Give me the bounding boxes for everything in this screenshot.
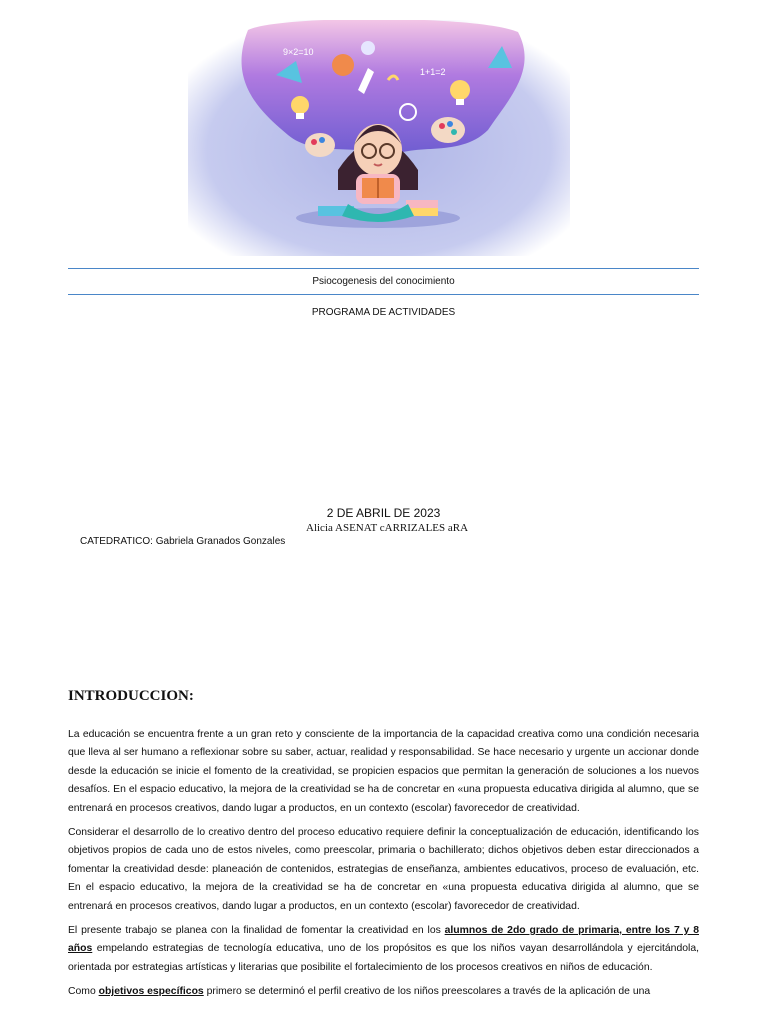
- header-rule-bottom: [68, 294, 699, 295]
- header-rule-top: [68, 268, 699, 269]
- paragraph: [68, 824, 699, 916]
- paragraph: [68, 922, 699, 977]
- emphasis-text: alumnos de 2do grado de primaria, entre los 7 y 8 años: [68, 925, 699, 955]
- svg-text:1+1=2: 1+1=2: [420, 67, 446, 77]
- subject-title: Psiocogenesis del conocimiento: [312, 276, 455, 287]
- author-name: Alicia ASENAT cARRIZALES aRA: [306, 522, 469, 534]
- intro-body: [68, 726, 699, 1008]
- paragraph-text: El presente trabajo se planea con la finalidad de fomentar la creatividad en los: [68, 925, 445, 937]
- paragraph-text: empelando estrategias de tecnología educativa, uno de los propósitos es que los niños vayan desarrollándola y ejercitándola, orientada por estrategias artísticas y literarias que posibilite el fortalecimiento de los procesos creativos en niños de educación.: [68, 943, 699, 973]
- paragraph-text: Como: [68, 986, 99, 998]
- program-title: PROGRAMA DE ACTIVIDADES: [311, 307, 456, 318]
- document-date: 2 DE ABRIL DE 2023: [326, 506, 441, 520]
- paragraph-text: Considerar el desarrollo de lo creativo dentro del proceso educativo requiere definir la conceptualización de educación, identificando los objetivos propios de cada uno de estos niveles, como preescolar, primaria o bachillerato; dichos objetivos deben estar direccionados a fomentar la creatividad desde: planeación de contenidos, estrategias de enseñanza, ambientes educativos, proceso de evaluación, etc. En el espacio educativo, la mejora de la creatividad se ha de concretar en «una propuesta educativa dirigida al alumno, que se entrenará en procesos creativos, dando lugar a productos, en un contexto (escolar) favorecedor de creatividad.: [68, 827, 699, 912]
- catedratico-name: CATEDRATICO: Gabriela Granados Gonzales: [80, 536, 286, 547]
- cover-illustration: [188, 20, 570, 256]
- emphasis-text: objetivos específicos: [98, 986, 204, 998]
- paragraph-text: primero se determinó el perfil creativo de los niños preescolares a través de la aplicación de una: [203, 986, 651, 998]
- svg-text:9×2=10: 9×2=10: [283, 47, 314, 57]
- paragraph: La educación se encuentra frente a un gran reto y consciente de la importancia de la capacidad creativa como una condición necesaria que lleva al ser humano a reflexionar sobre su saber, actuar, realidad y responsabilidad. Se hace necesario y urgente un accionar donde desde la educación se inicie el fomento de la creatividad, se propicien espacios que permitan la generación de soluciones a los nuevos desafíos. En el espacio educativo, la mejora de la creatividad se ha de concretar en «una propuesta educativa dirigida al alumno, que se entrenará en procesos creativos, dando lugar a productos, en un contexto (escolar) favorecedor de creatividad.: [68, 729, 699, 814]
- paragraph: [68, 983, 699, 1001]
- section-heading: INTRODUCCION:: [68, 688, 194, 704]
